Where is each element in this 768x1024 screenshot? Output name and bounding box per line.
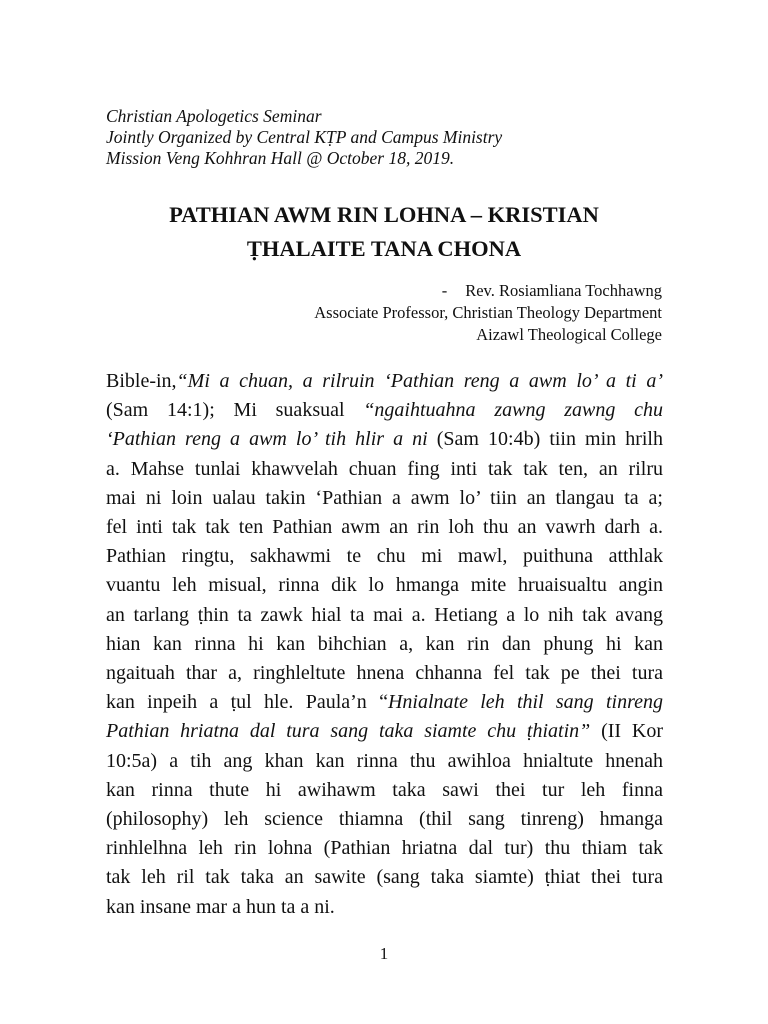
body-line: kan insane mar a hun ta a ni. — [106, 895, 335, 918]
body-line — [106, 396, 663, 425]
body-line — [106, 717, 663, 746]
author-institution: Aizawl Theological College — [476, 325, 662, 344]
body-line: rinhlelhna leh rin lohna (Pathian hriatna dal tur) thu thiam tak — [106, 837, 663, 860]
body-paragraph — [106, 367, 663, 922]
body-line: hian kan rinna hi kan bihchian a, kan rin dan phung hi kan — [106, 632, 663, 655]
quote-text: “ngaihtuahna zawng zawng chu — [363, 399, 663, 422]
body-line: mai ni loin ualau takin ‘Pathian a awm lo’ tiin an tlangau ta a; — [106, 486, 663, 509]
body-text: (II Kor — [590, 720, 663, 743]
seminar-header — [106, 106, 502, 169]
title-line-1: PATHIAN AWM RIN LOHNA – KRISTIAN — [169, 202, 599, 227]
author-dash: - — [441, 281, 448, 300]
body-line: vuantu leh misual, rinna dik lo hmanga mite hruaisualtu angin — [106, 574, 663, 597]
author-name: Rev. Rosiamliana Tochhawng — [465, 281, 662, 300]
body-line: a. Mahse tunlai khawvelah chuan fing inti tak tak ten, an rilru — [106, 457, 663, 480]
body-text: (Sam 14:1); Mi suaksual — [106, 399, 364, 422]
author-name-line — [314, 280, 662, 302]
body-line — [106, 688, 663, 717]
body-line: ngaituah thar a, ringhleltute hnena chhanna fel tak pe thei tura — [106, 662, 663, 685]
title-line-2: ṬHALAITE TANA CHONA — [246, 236, 522, 261]
quote-text: Pathian hriatna dal tura sang taka siamte chu ṭhiatin” — [106, 720, 591, 743]
quote-text: “Mi a chuan, a rilruin ‘Pathian reng a awm lo’ a ti a’ — [176, 370, 663, 392]
body-line: 10:5a) a tih ang khan kan rinna thu awihloa hnialtute hnenah — [106, 749, 663, 772]
seminar-venue-date: Mission Veng Kohhran Hall @ October 18, 2019. — [106, 148, 455, 168]
body-line: kan rinna thute hi awihawm taka sawi thei tur leh finna — [106, 778, 663, 801]
body-line: Pathian ringtu, sakhawmi te chu mi mawl, puithuna atthlak — [106, 545, 663, 568]
quote-text: ‘Pathian reng a awm lo’ tih hlir a ni — [106, 428, 428, 451]
quote-text: Hnialnate leh thil sang tinreng — [387, 691, 663, 714]
article-title — [0, 198, 768, 266]
body-line — [106, 425, 663, 454]
body-line: an tarlang ṭhin ta zawk hial ta mai a. Hetiang a lo nih tak avang — [106, 603, 663, 626]
author-block — [314, 280, 662, 346]
body-line: tak leh ril tak taka an sawite (sang taka siamte) ṭhiat thei tura — [106, 866, 663, 889]
seminar-organizers: Jointly Organized by Central KṬP and Campus Ministry — [106, 127, 503, 147]
author-position: Associate Professor, Christian Theology Department — [314, 303, 662, 322]
body-line — [106, 367, 663, 396]
body-line: fel inti tak tak ten Pathian awm an rin loh thu an vawrh darh a. — [106, 516, 663, 539]
body-text: Bible-in, — [106, 370, 177, 392]
body-text: kan inpeih a ṭul hle. Paula’n “ — [106, 691, 388, 714]
page-number: 1 — [379, 944, 389, 963]
body-line: (philosophy) leh science thiamna (thil sang tinreng) hmanga — [106, 808, 663, 831]
seminar-title: Christian Apologetics Seminar — [106, 106, 322, 126]
body-text: (Sam 10:4b) tiin min hrilh — [427, 428, 663, 451]
